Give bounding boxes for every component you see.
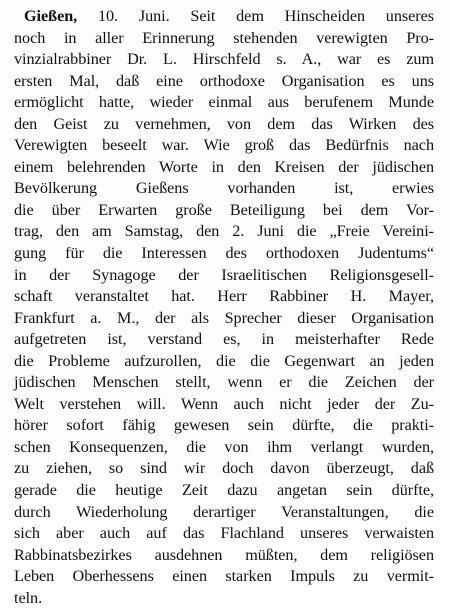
article-line: Welt verstehen will. Wenn auch nicht jeder der Zu- xyxy=(14,394,434,413)
article-line: ermöglicht hatte, wieder einmal aus berufenem Munde xyxy=(14,93,434,112)
article-line: die über Erwarten große Beteiligung bei dem Vor- xyxy=(14,200,434,219)
article-line: hörer sofort fähig gewesen sein dürfte, die prakti- xyxy=(14,416,434,435)
article-line: Verewigten beseelt war. Wie groß das Bedürfnis nach xyxy=(14,136,434,155)
article-line: ersten Mal, daß eine orthodoxe Organisation es uns xyxy=(14,71,434,90)
article-line: jüdischen Menschen stellt, wenn er die Zeichen der xyxy=(14,373,434,392)
article-line: aufgetreten ist, verstand es, in meisterhafter Rede xyxy=(14,330,434,349)
article-line: trag, den am Samstag, den 2. Juni die „Freie Vereini- xyxy=(14,222,434,241)
article-line: sich aber auch auf das Flachland unseres verwaisten xyxy=(14,524,434,543)
article-line: schen Konsequenzen, die von ihm verlangt wurden, xyxy=(14,437,434,456)
article-line: teln. xyxy=(14,588,43,607)
article-line: einem belehrenden Worte in den Kreisen der jüdischen xyxy=(14,157,434,176)
article-line: gung für die Interessen des orthodoxen Judentums“ xyxy=(14,244,434,263)
article-line: Leben Oberhessens einen starken Impuls zu vermit- xyxy=(14,567,434,586)
news-article xyxy=(14,6,434,609)
article-line: zu ziehen, so sind wir doch davon überzeugt, daß xyxy=(14,459,434,478)
article-line: Frankfurt a. M., der als Sprecher dieser Organisation xyxy=(14,308,434,327)
article-line: vinzialrabbiner Dr. L. Hirschfeld s. A., war es zum xyxy=(14,50,434,69)
article-line: die Probleme aufzurollen, die die Gegenwart an jeden xyxy=(14,351,434,370)
article-line: Rabbinatsbezirkes ausdehnen müßten, dem religiösen xyxy=(14,545,434,564)
article-line xyxy=(14,6,434,28)
article-line: noch in aller Erinnerung stehenden verewigten Pro- xyxy=(14,28,434,47)
article-line: in der Synagoge der Israelitischen Religionsgesell- xyxy=(14,265,434,284)
article-line: gerade die heutige Zeit dazu angetan sein dürfte, xyxy=(14,481,434,500)
dateline-place: Gießen, xyxy=(24,7,78,25)
article-line: den Geist zu vernehmen, von dem das Wirken des xyxy=(14,114,434,133)
article-line: Bevölkerung Gießens vorhanden ist, erwies xyxy=(14,179,434,198)
article-line: durch Wiederholung derartiger Veranstaltungen, die xyxy=(14,502,434,521)
article-line: schaft veranstaltet hat. Herr Rabbiner H. Mayer, xyxy=(14,287,434,306)
article-line-text: 10. Juni. Seit dem Hinscheiden unseres xyxy=(77,7,434,25)
